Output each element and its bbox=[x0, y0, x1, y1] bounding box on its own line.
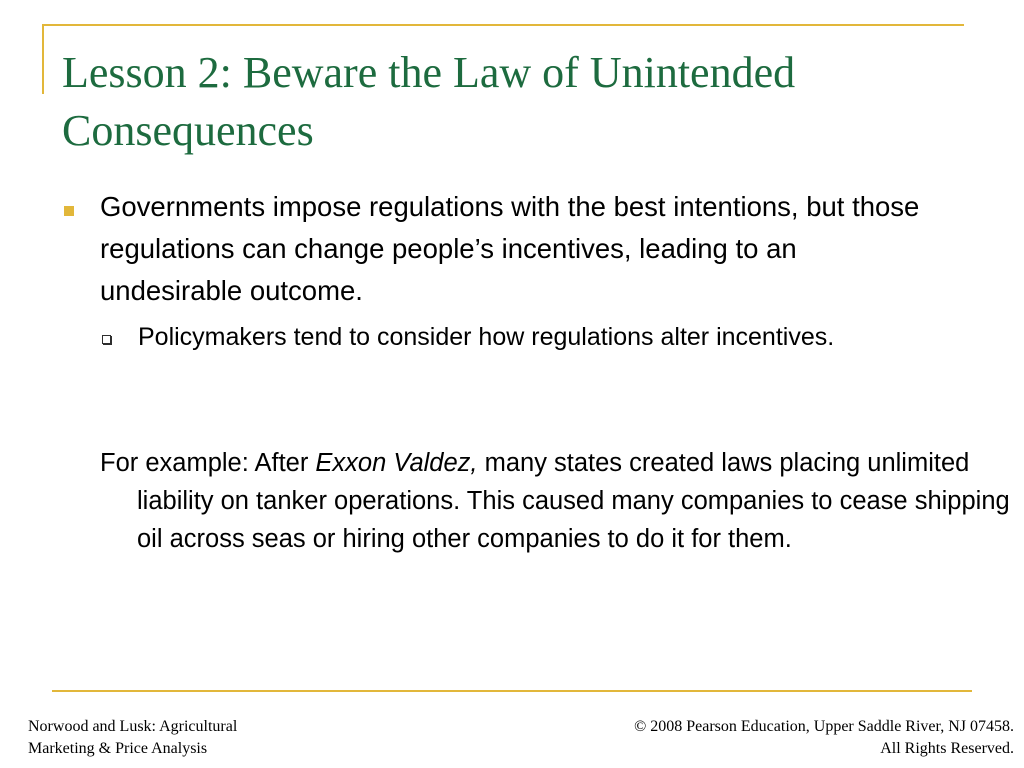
hollow-square-bullet-icon bbox=[102, 335, 111, 344]
example-paragraph bbox=[100, 444, 1017, 558]
square-bullet-icon bbox=[64, 206, 74, 216]
sub-bullet-text: Policymakers tend to consider how regulations alter incentives. bbox=[138, 323, 835, 351]
footer-left-line1: Norwood and Lusk: Agricultural bbox=[28, 718, 238, 735]
example-suffix: many states created laws placing unlimited liability on tanker operations. This caused many companies to cease shipping oil across seas or hiring other companies to do it for them. bbox=[137, 449, 1010, 553]
main-bullet-text: Governments impose regulations with the best intentions, but those regulations can change people’s incentives, leading to an undesirable outcome. bbox=[100, 191, 920, 306]
example-prefix: For example: After bbox=[100, 449, 316, 477]
footer-rule bbox=[52, 690, 972, 692]
footer-right-line1: © 2008 Pearson Education, Upper Saddle River, NJ 07458. bbox=[634, 718, 1014, 735]
footer-left-line2: Marketing & Price Analysis bbox=[28, 740, 208, 757]
frame-top-rule bbox=[42, 24, 964, 26]
footer-right-line2: All Rights Reserved. bbox=[880, 740, 1014, 757]
example-emphasis: Exxon Valdez, bbox=[315, 449, 478, 477]
footer-left bbox=[28, 716, 328, 760]
slide-title: Lesson 2: Beware the Law of Unintended Consequences bbox=[62, 48, 796, 155]
frame-left-rule bbox=[42, 24, 44, 94]
footer-right bbox=[494, 716, 1014, 760]
